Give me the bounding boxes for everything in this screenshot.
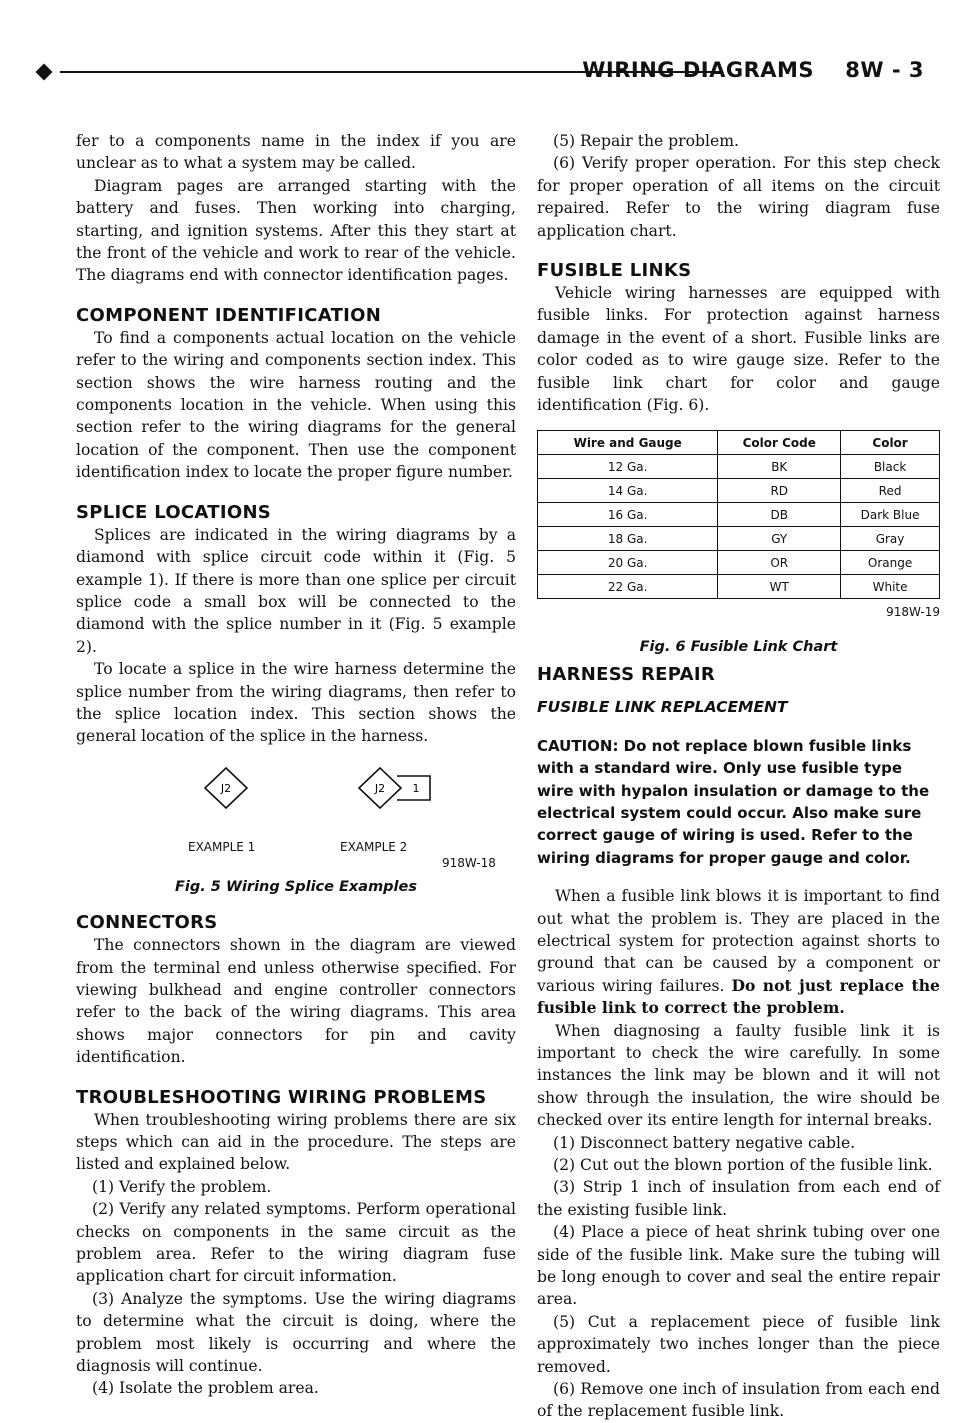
table-row [538, 551, 940, 575]
page-header [38, 60, 924, 90]
figure-5-caption: Fig. 5 Wiring Splice Examples [175, 878, 417, 895]
table-row [538, 527, 940, 551]
heading-fusible-link-replacement: FUSIBLE LINK REPLACEMENT [537, 698, 788, 717]
list-item: (4) Place a piece of heat shrink tubing over one side of the fusible link. Make sure the tubing will be long enough to cover and seal the entire repair area. [537, 1223, 940, 1309]
fusible-link-chart [537, 430, 940, 599]
paragraph: fer to a components name in the index if you are unclear as to what a system may be called. [76, 132, 516, 173]
table-cell: Dark Blue [841, 503, 940, 527]
caution-note: CAUTION: Do not replace blown fusible links with a standard wire. Only use fusible type wire with hypalon insulation or damage to the electrical system could occur. Also make sure correct gauge of wiring is used. Refer to the wiring diagrams for proper gauge and color. [537, 736, 930, 867]
figure-id: 918W-19 [886, 605, 940, 620]
list-item: (3) Analyze the symptoms. Use the wiring diagrams to determine what the circuit is doing, where the problem most likely is occurring and where the diagnosis will continue. [76, 1289, 516, 1376]
splice-number: 1 [412, 781, 420, 795]
table-cell: Gray [841, 527, 940, 551]
splice-diamond-icon [196, 766, 256, 810]
table-cell: BK [718, 455, 841, 479]
table-cell: Black [841, 455, 940, 479]
example-2-label: EXAMPLE 2 [340, 839, 408, 854]
splice-code: J2 [374, 781, 386, 795]
left-column [76, 130, 516, 1400]
example-1-label: EXAMPLE 1 [188, 839, 256, 854]
heading-troubleshooting: TROUBLESHOOTING WIRING PROBLEMS [76, 1086, 487, 1108]
figure-id: 918W-18 [442, 855, 496, 870]
list-item: (1) Disconnect battery negative cable. [553, 1133, 856, 1152]
heading-component-identification: COMPONENT IDENTIFICATION [76, 304, 382, 326]
paragraph-text: When a fusible link blows it is important to find out what the problem is. They are placed in the electrical system for protection against shorts to ground that can be caused by a component or various wiring failures. [537, 887, 940, 995]
heading-harness-repair: HARNESS REPAIR [537, 664, 715, 686]
list-item: (3) Strip 1 inch of insulation from each end of the existing fusible link. [537, 1178, 940, 1219]
list-item: (6) Remove one inch of insulation from each end of the replacement fusible link. [537, 1380, 940, 1421]
table-cell: Red [841, 479, 940, 503]
table-cell: DB [718, 503, 841, 527]
right-column [537, 130, 940, 1423]
splice-diamond-with-box-icon [352, 766, 462, 810]
table-cell: White [841, 575, 940, 599]
table-row [538, 479, 940, 503]
emphasis-text: Do not just replace the fusible link to correct the problem. [537, 975, 940, 1018]
table-row [538, 455, 940, 479]
page-title: WIRING DIAGRAMS 8W - 3 [582, 58, 924, 82]
column-header: Color Code [718, 431, 841, 455]
paragraph: When diagnosing a faulty fusible link it is important to check the wire carefully. In some instances the link may be blown and it will not show through the insulation, the wire should be checked over its entire length for internal breaks. [537, 1021, 940, 1130]
table-cell: WT [718, 575, 841, 599]
paragraph: Vehicle wiring harnesses are equipped with fusible links. For protection against harness damage in the event of a short. Fusible links are color coded as to wire gauge size. Refer to the fusible link chart for color and gauge identification (Fig. 6). [537, 284, 940, 415]
heading-fusible-links: FUSIBLE LINKS [537, 260, 692, 282]
table-cell: 14 Ga. [538, 479, 718, 503]
table-row [538, 575, 940, 599]
table-cell: 22 Ga. [538, 575, 718, 599]
paragraph [537, 885, 940, 1019]
list-item: (2) Cut out the blown portion of the fusible link. [553, 1156, 933, 1174]
heading-connectors: CONNECTORS [76, 912, 218, 934]
paragraph: To find a components actual location on the vehicle refer to the wiring and components section index. This section shows the wire harness routing and the components location in the vehicle. When using this section refer to the wiring diagrams for the general location of the component. Then use the component identification index to locate the proper figure number. [76, 328, 516, 482]
table-cell: 16 Ga. [538, 503, 718, 527]
table-cell: 18 Ga. [538, 527, 718, 551]
list-item: (5) Repair the problem. [553, 132, 739, 150]
paragraph: Diagram pages are arranged starting with the battery and fuses. Then working into charging, starting, and ignition systems. After this they start at the front of the vehicle and work to rear of the vehicle. The diagrams end with connector identification pages. [76, 176, 516, 285]
table-row [538, 503, 940, 527]
list-item: (5) Cut a replacement piece of fusible link approximately two inches longer than the piece removed. [537, 1312, 940, 1376]
list-item: (6) Verify proper operation. For this step check for proper operation of all items on the circuit repaired. Refer to the wiring diagram fuse application chart. [537, 154, 940, 240]
table-cell: 20 Ga. [538, 551, 718, 575]
table-header-row [538, 431, 940, 455]
heading-splice-locations: SPLICE LOCATIONS [76, 501, 272, 523]
column-header: Color [841, 431, 940, 455]
figure-6-caption: Fig. 6 Fusible Link Chart [639, 638, 838, 655]
table-cell: RD [718, 479, 841, 503]
list-item: (2) Verify any related symptoms. Perform operational checks on components in the same circuit as the problem area. Refer to the wiring diagram fuse application chart for circuit information. [76, 1200, 516, 1286]
table-cell: GY [718, 527, 841, 551]
list-item: (1) Verify the problem. [92, 1177, 272, 1196]
paragraph: Splices are indicated in the wiring diagrams by a diamond with splice circuit code within it (Fig. 5 example 1). If there is more than one splice per circuit splice code a small box will be connected to the diamond with the splice number in it (Fig. 5 example 2). [76, 525, 516, 656]
table-cell: 12 Ga. [538, 455, 718, 479]
list-item: (4) Isolate the problem area. [92, 1379, 319, 1398]
table-cell: Orange [841, 551, 940, 575]
splice-code: J2 [220, 781, 232, 795]
figure-5-splice-examples [76, 766, 516, 870]
paragraph: The connectors shown in the diagram are viewed from the terminal end unless otherwise specified. For viewing bulkhead and engine controller connectors refer to the back of the wiring diagrams. This area shows major connectors for pin and cavity identification. [76, 936, 516, 1067]
table-cell: OR [718, 551, 841, 575]
paragraph: When troubleshooting wiring problems there are six steps which can aid in the procedure. The steps are listed and explained below. [76, 1110, 516, 1174]
column-header: Wire and Gauge [538, 431, 718, 455]
diamond-bullet-icon [36, 64, 53, 81]
paragraph: To locate a splice in the wire harness determine the splice number from the wiring diagrams, then refer to the splice location index. This section shows the general location of the splice in the harness. [76, 660, 516, 746]
